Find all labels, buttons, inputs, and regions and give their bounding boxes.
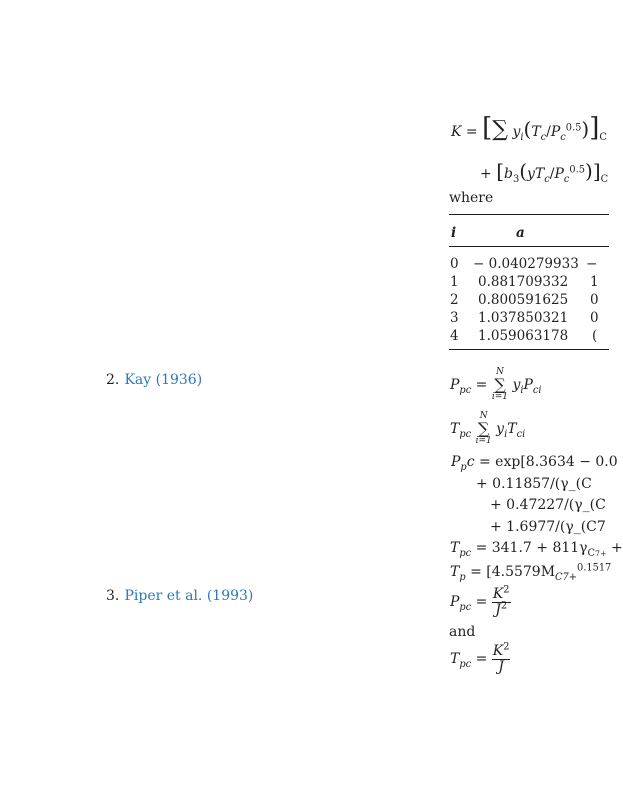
piper-ppc-equation	[450, 584, 511, 618]
p-sub: p	[460, 461, 467, 473]
c-var: c	[466, 454, 475, 470]
sum-sign: ∑	[494, 375, 506, 394]
p-var: P	[554, 166, 564, 182]
table-cell-i: 4	[450, 328, 459, 344]
table-cell-tail: 0	[590, 310, 599, 326]
left-paren: (	[519, 159, 528, 183]
tp-equation	[450, 562, 612, 583]
table-cell-a: − 0.040279933	[473, 256, 579, 272]
t-var: T	[450, 421, 460, 437]
t-var: T	[450, 540, 460, 556]
table-cell-tail: 1	[590, 274, 599, 290]
sum-top: N	[479, 411, 488, 421]
tp-rhs: = [4.5579M	[470, 564, 556, 580]
list-item	[106, 369, 202, 388]
table-cell-i: 3	[450, 310, 459, 326]
sum-block	[492, 368, 508, 402]
pc-sub: pc	[459, 601, 472, 613]
fraction-denominator	[492, 660, 511, 675]
three-sub: 3	[512, 173, 520, 185]
j-exponent: 2	[500, 600, 508, 612]
k-symbol: K	[451, 124, 462, 140]
equals-sign: =	[475, 651, 488, 668]
table-cell-tail: (	[592, 328, 598, 344]
i-sub: i	[520, 384, 524, 396]
table-cell-a: 0.881709332	[478, 274, 569, 290]
table-top-rule	[449, 214, 609, 215]
list-item-number: 3.	[106, 588, 120, 604]
right-bracket: ]	[589, 113, 600, 143]
exponent: 0.5	[565, 122, 582, 134]
p-var: P	[450, 377, 460, 393]
p-var: P	[550, 124, 561, 140]
y-var: y	[496, 421, 505, 437]
k-exponent: 2	[503, 584, 510, 596]
c-sub: c	[544, 173, 550, 185]
k-equation-line1	[451, 113, 607, 143]
pc-sub: pc	[459, 384, 472, 396]
bracket-sub: C	[600, 173, 609, 185]
k-var: K	[492, 586, 504, 602]
sum-bottom: i=1	[491, 392, 508, 402]
gamma-sub	[588, 548, 607, 559]
j-var: J	[498, 658, 504, 675]
table-bottom-rule	[449, 349, 609, 350]
ci-sub: ci	[532, 384, 542, 396]
j-var: J	[495, 601, 501, 618]
ppc-continuation-2: + 0.47227/(γ_(C	[490, 497, 606, 513]
table-header-rule	[449, 246, 609, 247]
pc-sub: pc	[459, 658, 472, 670]
table-cell-a: 0.800591625	[478, 292, 569, 308]
right-paren: )	[585, 159, 593, 183]
sum-sign: ∑	[477, 419, 490, 438]
ppc-continuation-3: + 1.6977/(γ_(C7	[490, 519, 606, 535]
piper-tpc-equation	[450, 641, 510, 675]
ppc-exp-rhs: = exp[8.3634 − 0.0	[479, 454, 618, 470]
pc-sub: pc	[459, 428, 472, 440]
and-label: and	[449, 624, 476, 640]
k-equation-line2	[480, 159, 608, 183]
tpc-linear-equation	[450, 540, 623, 559]
table-header-i: i	[451, 225, 457, 241]
t-var2: T	[507, 421, 517, 437]
ci-sub: ci	[516, 428, 526, 440]
tpc-linear-rhs: = 341.7 + 811γ	[475, 540, 588, 556]
plus-sign: +	[480, 166, 492, 182]
p-var: P	[451, 454, 461, 470]
k-var: K	[492, 643, 504, 659]
fraction	[492, 641, 511, 675]
sum-top: N	[495, 367, 504, 377]
kay-tpc-equation	[450, 412, 525, 446]
piper-1993-link[interactable]: Piper et al. (1993)	[124, 588, 254, 604]
yt-var: yT	[527, 166, 545, 182]
k-exponent: 2	[503, 641, 510, 653]
right-bracket: ]	[592, 159, 601, 183]
table-cell-i: 2	[450, 292, 459, 308]
gamma-sub-7plus: 7+	[595, 548, 607, 558]
t-var: T	[450, 651, 460, 668]
table-header-a: a	[516, 225, 525, 241]
t-var: T	[450, 564, 460, 580]
y-var: y	[512, 377, 521, 393]
right-paren: )	[581, 117, 590, 141]
p-var: P	[450, 594, 460, 611]
p-sub: p	[459, 571, 466, 583]
slash: /	[549, 166, 555, 182]
kay-ppc-equation	[450, 368, 542, 402]
bracket-sub: C	[599, 131, 607, 143]
i-sub: i	[504, 428, 508, 440]
p-var2: P	[523, 377, 533, 393]
where-label: where	[449, 190, 494, 206]
m-sub: C7+	[555, 571, 577, 583]
t-var: T	[531, 124, 541, 140]
sum-sign: ∑	[492, 117, 508, 142]
ppc-exp-equation	[451, 454, 618, 473]
list-item	[106, 585, 253, 604]
pc-sub: pc	[459, 547, 472, 559]
i-index: i	[520, 131, 524, 143]
sum-block	[476, 412, 492, 446]
gamma-sub-c: C	[587, 547, 596, 559]
c-sub2: c	[560, 131, 566, 143]
sum-bottom: i=1	[475, 436, 492, 446]
table-cell-tail: −	[586, 256, 598, 272]
fraction-numerator	[492, 641, 511, 660]
left-paren: (	[523, 117, 532, 141]
fraction	[492, 584, 511, 618]
exponent: 0.5	[569, 164, 585, 176]
equals-sign: =	[475, 377, 488, 393]
table-cell-i: 1	[450, 274, 459, 290]
table-cell-i: 0	[450, 256, 459, 272]
fraction-denominator	[492, 600, 511, 618]
b-var: b	[504, 166, 513, 182]
kay-1936-link[interactable]: Kay (1936)	[124, 372, 203, 388]
slash: /	[546, 124, 551, 140]
table-cell-a: 1.059063178	[478, 328, 569, 344]
equals-sign: =	[475, 594, 488, 611]
c-sub: c	[540, 131, 547, 143]
y-var: y	[512, 124, 521, 140]
table-cell-a: 1.037850321	[478, 310, 569, 326]
table-cell-tail: 0	[590, 292, 599, 308]
left-bracket: [	[482, 113, 493, 143]
left-bracket: [	[496, 159, 504, 183]
list-item-number: 2.	[106, 372, 120, 388]
tpc-linear-tail: +	[606, 540, 623, 556]
equals-sign: =	[465, 124, 478, 140]
m-exponent: 0.1517	[577, 562, 612, 574]
ppc-continuation-1: + 0.11857/(γ_(C	[476, 476, 592, 492]
c-sub2: c	[563, 173, 570, 185]
